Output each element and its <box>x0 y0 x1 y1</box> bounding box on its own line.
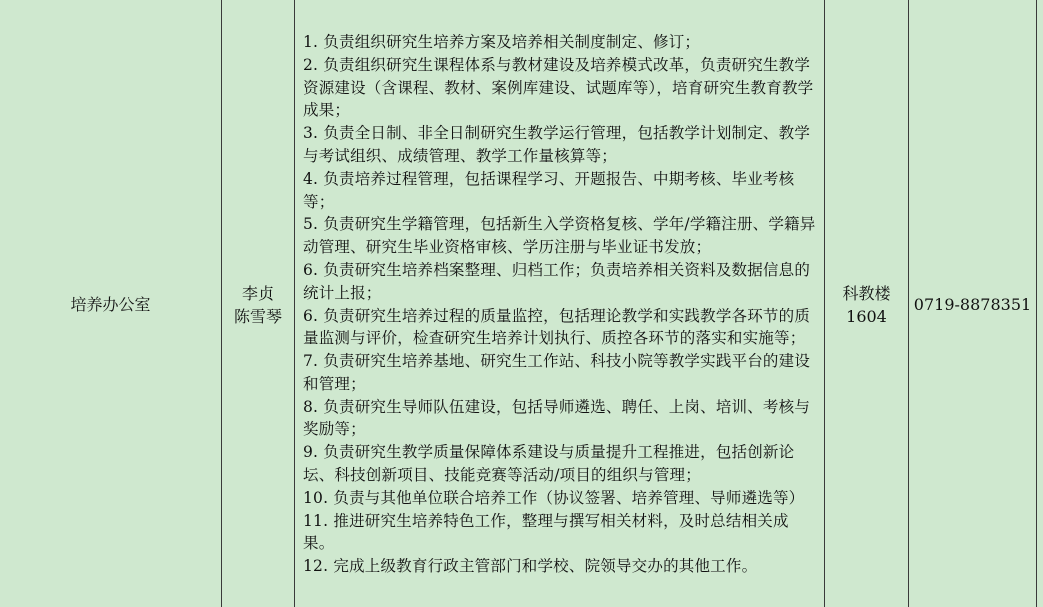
building-name: 科教楼 <box>842 283 891 303</box>
duty-item: 9. 负责研究生教学质量保障体系建设与质量提升工程推进，包括创新论坛、科技创新项目、技能竞赛等活动/项目的组织与管理； <box>303 443 795 485</box>
phone-number: 0719-8878351 <box>913 295 1032 314</box>
phone-cell[interactable] <box>909 0 1037 607</box>
duty-item: 2. 负责组织研究生课程体系与教材建设及培养模式改革，负责研究生教学资源建设（含课程、教材、案例库建设、试题库等），培育研究生教育教学成果； <box>303 55 814 120</box>
duty-item: 6. 负责研究生培养过程的质量监控，包括理论教学和实践教学各环节的质量监测与评价，检查研究生培养计划执行、质控各环节的落实和实施等； <box>303 306 811 348</box>
person-name: 陈雪琴 <box>233 306 282 326</box>
duty-item: 5. 负责研究生学籍管理，包括新生入学资格复核、学年/学籍注册、学籍异动管理、研究生毕业资格审核、学历注册与毕业证书发放； <box>303 215 816 257</box>
duty-item: 3. 负责全日制、非全日制研究生教学运行管理，包括教学计划制定、教学与考试组织、成绩管理、教学工作量核算等； <box>303 124 811 165</box>
duty-item: 1. 负责组织研究生培养方案及培养相关制度制定、修订； <box>303 32 701 51</box>
duty-item: 4. 负责培养过程管理，包括课程学习、开题报告、中期考核、毕业考核等； <box>303 169 795 211</box>
department-name: 培养办公室 <box>70 295 151 314</box>
duty-item: 10. 负责与其他单位联合培养工作（协议签署、培养管理、导师遴选等） <box>303 488 805 507</box>
duty-item: 11. 推进研究生培养特色工作，整理与撰写相关材料，及时总结相关成果。 <box>303 511 789 553</box>
duty-item: 12. 完成上级教育行政主管部门和学校、院领导交办的其他工作。 <box>303 557 758 576</box>
duties-cell[interactable] <box>295 0 825 607</box>
people-cell[interactable] <box>222 0 295 607</box>
room-number: 1604 <box>846 306 887 326</box>
duty-item: 7. 负责研究生培养基地、研究生工作站、科技小院等教学实践平台的建设和管理； <box>303 352 811 393</box>
location-cell[interactable] <box>825 0 909 607</box>
duty-item: 6. 负责研究生培养档案整理、归档工作；负责培养相关资料及数据信息的统计上报； <box>303 260 811 302</box>
duty-item: 8. 负责研究生导师队伍建设，包括导师遴选、聘任、上岗、培训、考核与奖励等； <box>303 397 811 439</box>
department-cell[interactable] <box>0 0 222 607</box>
person-name: 李贞 <box>241 283 274 303</box>
